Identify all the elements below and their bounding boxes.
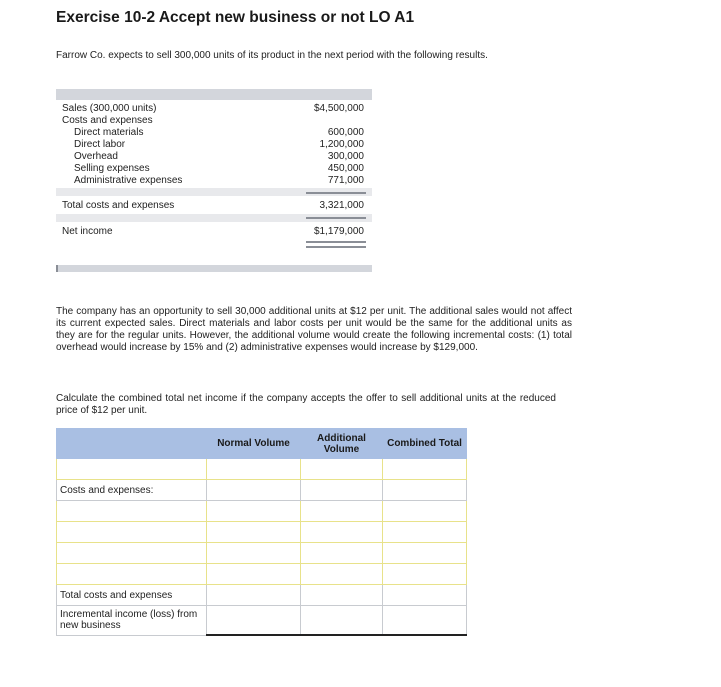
statement-amount-selling: 450,000 [327,163,364,174]
row-label-total-costs: Total costs and expenses [57,585,207,606]
statement-label-sales: Sales (300,000 units) [62,103,157,114]
answer-row [57,606,467,636]
combined-total-input[interactable] [383,501,467,522]
combined-total-output [383,606,467,636]
answer-row [57,585,467,606]
normal-volume-input[interactable] [207,564,301,585]
normal-volume-input[interactable] [207,522,301,543]
combined-total-input[interactable] [383,459,467,480]
statement-label-admin: Administrative expenses [74,175,183,186]
row-label-input[interactable] [57,459,207,480]
normal-volume-output [207,606,301,636]
combined-total-input[interactable] [383,522,467,543]
row-label-input[interactable] [57,501,207,522]
additional-volume-input[interactable] [301,564,383,585]
answer-row [57,480,467,501]
row-label-costs: Costs and expenses: [57,480,207,501]
subtotal-rule [306,192,366,194]
combined-total-output [383,585,467,606]
statement-amount-direct-materials: 600,000 [327,127,364,138]
statement-label-overhead: Overhead [74,151,118,162]
intro-text: Farrow Co. expects to sell 300,000 units of its product in the next period with the following results. [56,50,488,61]
additional-volume-input[interactable] [301,501,383,522]
header-additional-volume: Additional Volume [301,429,383,459]
header-blank [57,429,207,459]
statement-label-net-income: Net income [62,226,113,237]
income-statement [56,89,372,272]
normal-volume-input[interactable] [207,459,301,480]
instruction-paragraph: Calculate the combined total net income if the company accepts the offer to sell additional units at the reduced price of $12 per unit. [56,393,556,416]
additional-volume-output [301,585,383,606]
row-label-input[interactable] [57,543,207,564]
normal-volume-input[interactable] [207,543,301,564]
statement-amount-sales: $4,500,000 [313,103,364,114]
scenario-paragraph: The company has an opportunity to sell 30,000 additional units at $12 per unit. The additional sales would not affect its current expected sales. Direct materials and labor costs per unit would be the same for the additional units as they are for the regular units. However, the additional volume would create the following incremental costs: (1) total overhead would increase by 15% and (2) administrative expenses would increase by $129,000. [56,306,572,353]
net-income-double-rule [306,246,366,248]
empty-cell [207,480,301,501]
normal-volume-output [207,585,301,606]
answer-table [56,428,467,636]
statement-amount-admin: 771,000 [327,175,364,186]
statement-label-direct-materials: Direct materials [74,127,144,138]
additional-volume-output [301,606,383,636]
header-normal-volume: Normal Volume [207,429,301,459]
statement-label-direct-labor: Direct labor [74,139,126,150]
answer-row [57,459,467,480]
row-label-input[interactable] [57,564,207,585]
normal-volume-input[interactable] [207,501,301,522]
combined-total-input[interactable] [383,564,467,585]
statement-footer-bar [56,265,372,272]
answer-row [57,543,467,564]
header-combined-total: Combined Total [383,429,467,459]
answer-row [57,501,467,522]
answer-header-row [57,429,467,459]
statement-header-bar [56,89,372,100]
statement-label-costs: Costs and expenses [62,115,153,126]
combined-total-input[interactable] [383,543,467,564]
total-rule [306,217,366,219]
additional-volume-input[interactable] [301,459,383,480]
statement-amount-direct-labor: 1,200,000 [319,139,364,150]
additional-volume-input[interactable] [301,522,383,543]
empty-cell [301,480,383,501]
statement-label-total: Total costs and expenses [62,200,175,211]
net-income-double-rule [306,241,366,243]
statement-label-selling: Selling expenses [74,163,150,174]
page-title: Exercise 10-2 Accept new business or not LO A1 [56,9,415,26]
row-label-input[interactable] [57,522,207,543]
answer-row [57,522,467,543]
statement-amount-net-income: $1,179,000 [313,226,364,237]
additional-volume-input[interactable] [301,543,383,564]
empty-cell [383,480,467,501]
statement-amount-overhead: 300,000 [327,151,364,162]
statement-amount-total: 3,321,000 [319,200,364,211]
answer-row [57,564,467,585]
row-label-incremental-income: Incremental income (loss) from new business [57,606,207,636]
